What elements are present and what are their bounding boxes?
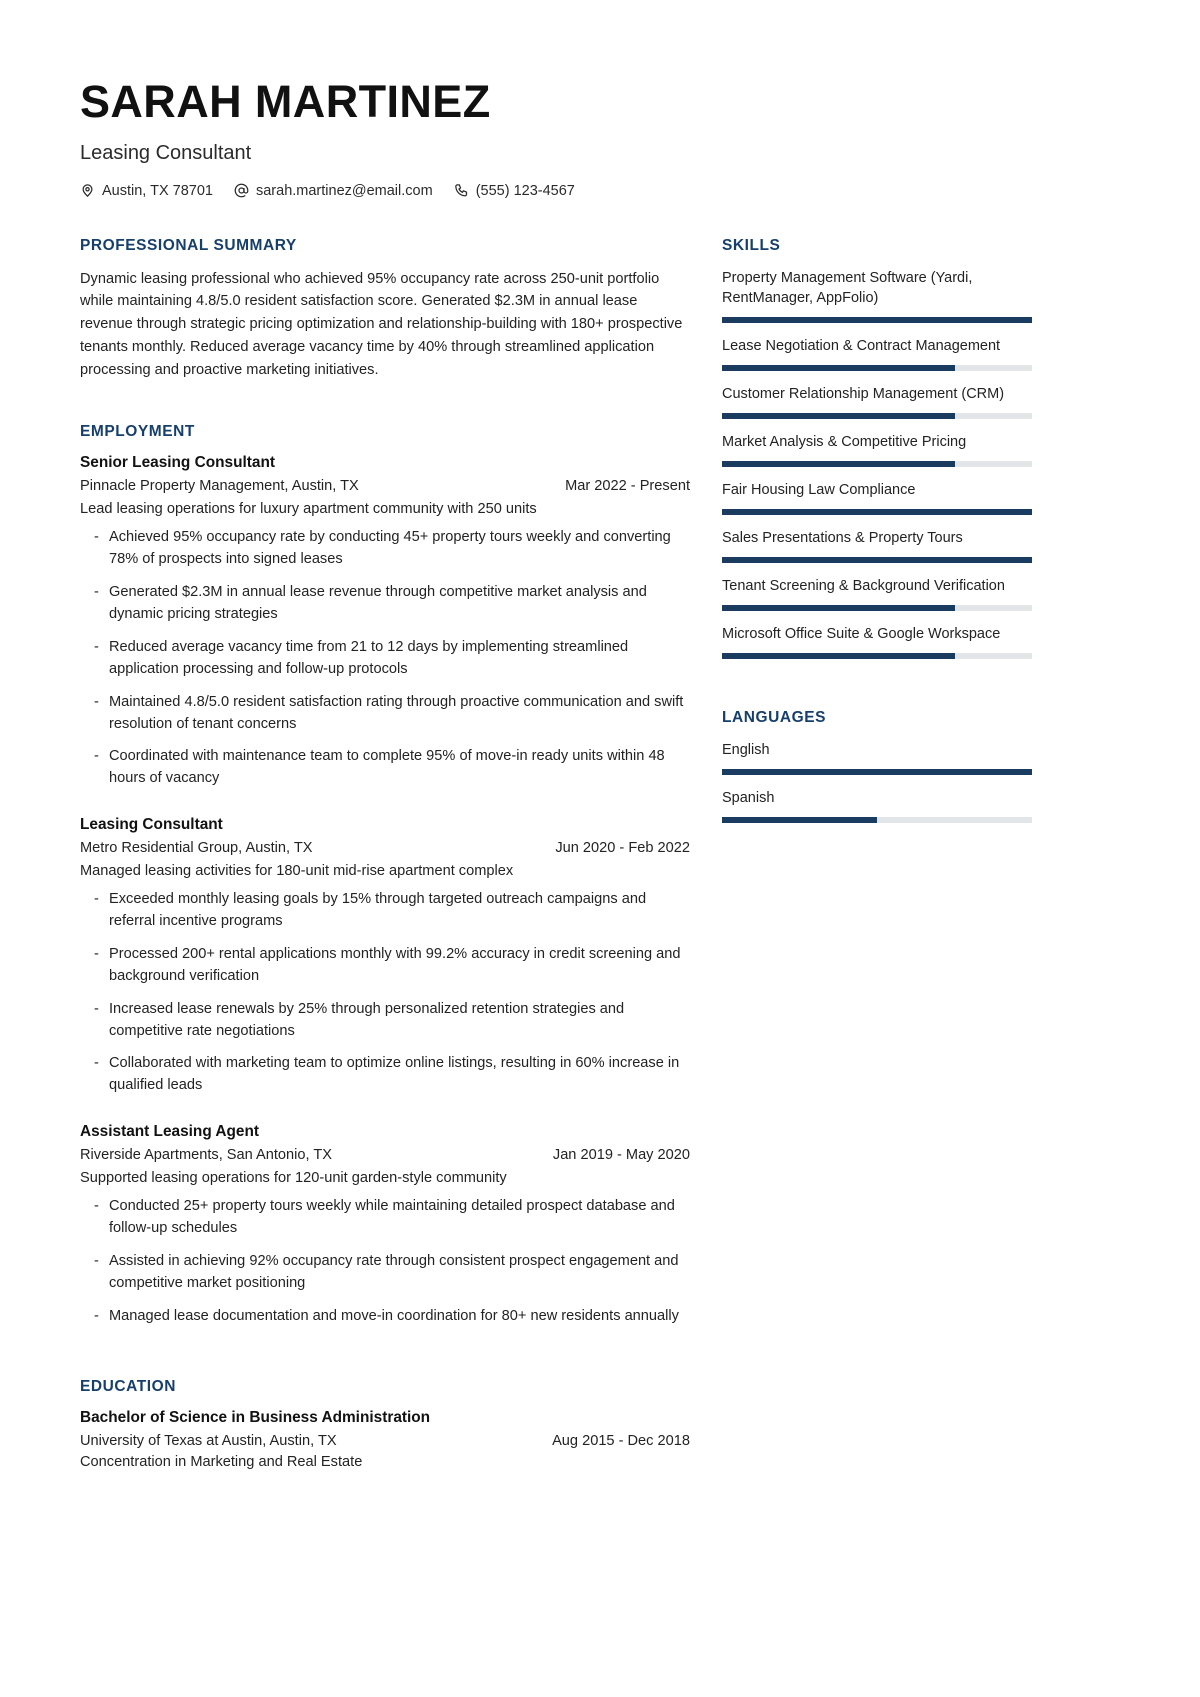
employment-company: Riverside Apartments, San Antonio, TX bbox=[80, 1147, 333, 1164]
language-bar-track bbox=[722, 769, 1032, 775]
skill-label: Sales Presentations & Property Tours bbox=[722, 529, 963, 546]
language-bar-fill bbox=[722, 817, 877, 823]
education-list bbox=[80, 1409, 690, 1470]
section-professional-summary bbox=[80, 237, 690, 382]
education-entry bbox=[80, 1409, 690, 1470]
education-meta-line bbox=[80, 1433, 690, 1449]
employment-entry bbox=[80, 454, 690, 790]
employment-meta-line bbox=[80, 478, 690, 494]
employment-meta-line bbox=[80, 840, 690, 856]
employment-role: Leasing Consultant bbox=[80, 816, 223, 834]
skill-bar-track bbox=[722, 317, 1032, 323]
education-degree: Bachelor of Science in Business Administration bbox=[80, 1408, 431, 1426]
employment-bullet: - Reduced average vacancy time from 21 to 12 days by implementing streamlined application processing and follow-up protocols bbox=[80, 637, 690, 681]
location-pin-icon bbox=[80, 183, 95, 198]
employment-bullet: - Generated $2.3M in annual lease revenue through competitive market analysis and dynamic pricing strategies bbox=[80, 582, 690, 626]
education-dates: Aug 2015 - Dec 2018 bbox=[552, 1432, 690, 1449]
languages-list bbox=[722, 740, 1032, 823]
employment-company: Pinnacle Property Management, Austin, TX bbox=[80, 478, 359, 495]
main-column bbox=[80, 237, 690, 1470]
contact-location bbox=[80, 183, 213, 199]
resume-body bbox=[80, 237, 1032, 1470]
employment-company: Metro Residential Group, Austin, TX bbox=[80, 840, 313, 857]
employment-role: Senior Leasing Consultant bbox=[80, 454, 275, 472]
employment-dates: Jun 2020 - Feb 2022 bbox=[555, 840, 690, 857]
employment-list bbox=[80, 454, 690, 1327]
section-languages bbox=[722, 709, 1032, 823]
skill-bar-item bbox=[722, 384, 1032, 419]
location-text: Austin, TX 78701 bbox=[102, 182, 213, 199]
skill-bar-item bbox=[722, 624, 1032, 659]
skill-bar-fill bbox=[722, 413, 955, 419]
section-employment bbox=[80, 423, 690, 1327]
language-label: English bbox=[722, 741, 770, 758]
phone-icon bbox=[454, 183, 469, 198]
summary-heading: PROFESSIONAL SUMMARY bbox=[80, 236, 297, 254]
skill-bar-fill bbox=[722, 365, 955, 371]
skill-bar-track bbox=[722, 605, 1032, 611]
employment-description: Managed leasing activities for 180-unit mid-rise apartment complex bbox=[80, 863, 514, 880]
skill-label: Property Management Software (Yardi, RentManager, AppFolio) bbox=[722, 269, 973, 306]
employment-bullet: - Processed 200+ rental applications monthly with 99.2% accuracy in credit screening and background verification bbox=[80, 944, 690, 988]
employment-description: Lead leasing operations for luxury apartment community with 250 units bbox=[80, 501, 537, 518]
education-heading: EDUCATION bbox=[80, 1377, 176, 1395]
employment-heading: EMPLOYMENT bbox=[80, 423, 195, 441]
candidate-name: SARAH MARTINEZ bbox=[80, 76, 491, 127]
education-school: University of Texas at Austin, Austin, TX bbox=[80, 1432, 337, 1449]
language-bar-fill bbox=[722, 769, 1032, 775]
employment-bullet: - Assisted in achieving 92% occupancy rate through consistent prospect engagement and competitive market positioning bbox=[80, 1251, 690, 1295]
skill-bar-item bbox=[722, 268, 1032, 323]
language-bar-item bbox=[722, 788, 1032, 823]
employment-description: Supported leasing operations for 120-unit garden-style community bbox=[80, 1170, 507, 1187]
skill-label: Market Analysis & Competitive Pricing bbox=[722, 433, 967, 450]
employment-dates: Jan 2019 - May 2020 bbox=[552, 1147, 690, 1164]
employment-bullet-list bbox=[80, 889, 690, 1097]
skill-bar-track bbox=[722, 413, 1032, 419]
employment-bullet-list bbox=[80, 1196, 690, 1327]
skill-bar-track bbox=[722, 557, 1032, 563]
employment-bullet: - Maintained 4.8/5.0 resident satisfaction rating through proactive communication and swift resolution of tenant concerns bbox=[80, 692, 690, 736]
language-label: Spanish bbox=[722, 789, 775, 806]
contact-phone bbox=[454, 183, 575, 199]
employment-entry bbox=[80, 1123, 690, 1327]
contact-row bbox=[80, 183, 1032, 199]
employment-bullet: - Exceeded monthly leasing goals by 15% through targeted outreach campaigns and referral incentive programs bbox=[80, 889, 690, 933]
employment-entry bbox=[80, 816, 690, 1097]
skill-bar-fill bbox=[722, 461, 955, 467]
skill-label: Microsoft Office Suite & Google Workspace bbox=[722, 625, 1001, 642]
employment-meta-line bbox=[80, 1147, 690, 1163]
skill-bar-item bbox=[722, 480, 1032, 515]
employment-bullet-list bbox=[80, 527, 690, 790]
skill-label: Fair Housing Law Compliance bbox=[722, 481, 916, 498]
summary-text: Dynamic leasing professional who achieved 95% occupancy rate across 250-unit portfolio while maintaining 4.8/5.0 resident satisfaction score. Generated $2.3M in annual lease revenue through strategic pricing optimization and relationship-building with 180+ prospective tenants monthly. Reduced average vacancy time by 40% through streamlined application processing and proactive marketing initiatives. bbox=[80, 270, 683, 378]
section-skills bbox=[722, 237, 1032, 659]
education-note: Concentration in Marketing and Real Estate bbox=[80, 1453, 363, 1470]
skills-heading: SKILLS bbox=[722, 236, 781, 254]
skill-label: Lease Negotiation & Contract Management bbox=[722, 337, 1001, 354]
skill-bar-item bbox=[722, 528, 1032, 563]
contact-email bbox=[234, 183, 433, 199]
skill-bar-track bbox=[722, 365, 1032, 371]
skill-bar-fill bbox=[722, 653, 955, 659]
skill-bar-track bbox=[722, 461, 1032, 467]
candidate-job-title: Leasing Consultant bbox=[80, 141, 252, 164]
employment-bullet: - Conducted 25+ property tours weekly while maintaining detailed prospect database and follow-up schedules bbox=[80, 1196, 690, 1240]
skill-bar-track bbox=[722, 509, 1032, 515]
employment-dates: Mar 2022 - Present bbox=[565, 478, 690, 495]
skill-label: Tenant Screening & Background Verification bbox=[722, 577, 1005, 594]
employment-bullet: - Achieved 95% occupancy rate by conducting 45+ property tours weekly and converting 78% of prospects into signed leases bbox=[80, 527, 690, 571]
skill-label: Customer Relationship Management (CRM) bbox=[722, 385, 1005, 402]
language-bar-item bbox=[722, 740, 1032, 775]
section-education bbox=[80, 1378, 690, 1470]
at-sign-icon bbox=[234, 183, 249, 198]
resume-header bbox=[80, 78, 1032, 199]
skill-bar-fill bbox=[722, 509, 1032, 515]
skill-bar-item bbox=[722, 432, 1032, 467]
employment-bullet: - Collaborated with marketing team to optimize online listings, resulting in 60% increase in qualified leads bbox=[80, 1053, 690, 1097]
skill-bar-track bbox=[722, 653, 1032, 659]
employment-bullet: - Managed lease documentation and move-in coordination for 80+ new residents annually bbox=[80, 1306, 690, 1328]
skill-bar-item bbox=[722, 576, 1032, 611]
skill-bar-fill bbox=[722, 605, 955, 611]
phone-text: (555) 123-4567 bbox=[475, 182, 575, 199]
language-bar-track bbox=[722, 817, 1032, 823]
sidebar-column bbox=[722, 237, 1032, 836]
email-text: sarah.martinez@email.com bbox=[255, 182, 433, 199]
languages-heading: LANGUAGES bbox=[722, 708, 826, 726]
employment-role: Assistant Leasing Agent bbox=[80, 1123, 260, 1141]
skill-bar-item bbox=[722, 336, 1032, 371]
employment-bullet: - Increased lease renewals by 25% through personalized retention strategies and competitive rate negotiations bbox=[80, 999, 690, 1043]
skill-bar-fill bbox=[722, 317, 1032, 323]
employment-bullet: - Coordinated with maintenance team to complete 95% of move-in ready units within 48 hours of vacancy bbox=[80, 746, 690, 790]
skills-list bbox=[722, 268, 1032, 659]
skill-bar-fill bbox=[722, 557, 1032, 563]
